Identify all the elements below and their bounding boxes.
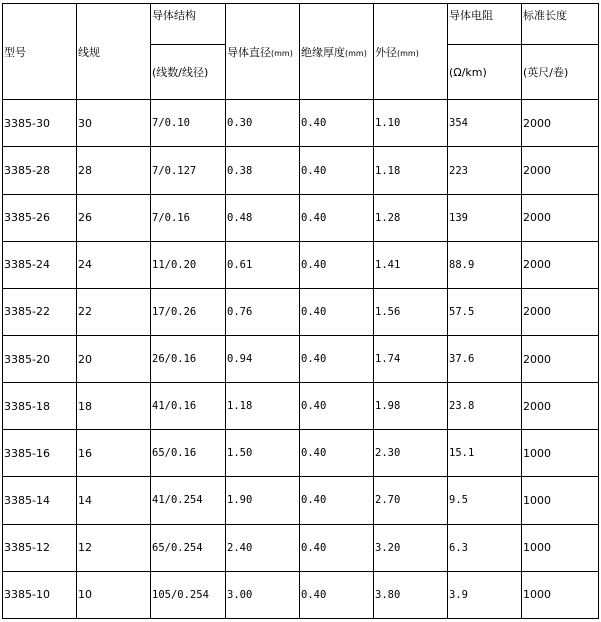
cell-insulation: 0.40	[300, 477, 374, 524]
cell-length: 2000	[522, 194, 599, 241]
header-insulation-unit: (mm)	[345, 48, 367, 58]
cell-model: 3385-10	[3, 571, 77, 618]
cell-resistance: 139	[448, 194, 522, 241]
table-row	[3, 524, 599, 571]
cell-gauge: 12	[77, 524, 151, 571]
cell-structure: 17/0.26	[151, 288, 226, 335]
cell-diameter: 2.40	[226, 524, 300, 571]
cell-outer: 1.98	[374, 383, 448, 430]
cell-outer: 1.41	[374, 241, 448, 288]
cell-length: 1000	[522, 524, 599, 571]
cell-model: 3385-24	[3, 241, 77, 288]
header-length-unit: (英尺/卷)	[522, 45, 599, 100]
table-row	[3, 430, 599, 477]
header-outer	[374, 4, 448, 100]
table-row	[3, 336, 599, 383]
header-outer-unit: (mm)	[397, 48, 419, 58]
cell-resistance: 6.3	[448, 524, 522, 571]
cell-diameter: 0.48	[226, 194, 300, 241]
cell-outer: 1.10	[374, 100, 448, 147]
cell-model: 3385-14	[3, 477, 77, 524]
cell-length: 2000	[522, 241, 599, 288]
cell-diameter: 3.00	[226, 571, 300, 618]
cell-length: 2000	[522, 383, 599, 430]
cell-diameter: 0.76	[226, 288, 300, 335]
cell-outer: 1.28	[374, 194, 448, 241]
cell-length: 2000	[522, 100, 599, 147]
cell-outer: 3.80	[374, 571, 448, 618]
cell-model: 3385-22	[3, 288, 77, 335]
cell-resistance: 9.5	[448, 477, 522, 524]
cell-diameter: 1.50	[226, 430, 300, 477]
cell-gauge: 20	[77, 336, 151, 383]
cell-structure: 65/0.254	[151, 524, 226, 571]
table-row	[3, 147, 599, 194]
header-insulation-label: 绝缘厚度	[301, 45, 345, 59]
cell-length: 1000	[522, 477, 599, 524]
cell-insulation: 0.40	[300, 430, 374, 477]
cell-resistance: 15.1	[448, 430, 522, 477]
cell-outer: 2.70	[374, 477, 448, 524]
header-row	[3, 4, 599, 45]
cell-model: 3385-16	[3, 430, 77, 477]
cell-insulation: 0.40	[300, 336, 374, 383]
header-diameter-unit: (mm)	[271, 48, 293, 58]
table-row	[3, 194, 599, 241]
cell-diameter: 0.30	[226, 100, 300, 147]
cell-resistance: 3.9	[448, 571, 522, 618]
cell-insulation: 0.40	[300, 147, 374, 194]
cell-structure: 7/0.16	[151, 194, 226, 241]
cell-structure: 105/0.254	[151, 571, 226, 618]
cell-length: 2000	[522, 336, 599, 383]
cell-model: 3385-12	[3, 524, 77, 571]
cell-model: 3385-18	[3, 383, 77, 430]
cell-gauge: 28	[77, 147, 151, 194]
cell-gauge: 14	[77, 477, 151, 524]
cell-resistance: 23.8	[448, 383, 522, 430]
cell-length: 2000	[522, 147, 599, 194]
cell-structure: 7/0.127	[151, 147, 226, 194]
cell-model: 3385-26	[3, 194, 77, 241]
cell-outer: 1.74	[374, 336, 448, 383]
cell-diameter: 1.18	[226, 383, 300, 430]
cell-outer: 2.30	[374, 430, 448, 477]
cell-outer: 1.56	[374, 288, 448, 335]
cell-outer: 3.20	[374, 524, 448, 571]
spec-table	[2, 3, 599, 619]
cell-model: 3385-20	[3, 336, 77, 383]
table-row	[3, 241, 599, 288]
cell-gauge: 16	[77, 430, 151, 477]
header-resistance: 导体电阻	[448, 4, 522, 45]
header-outer-label: 外径	[375, 45, 397, 59]
cell-structure: 26/0.16	[151, 336, 226, 383]
table-row	[3, 100, 599, 147]
cell-resistance: 57.5	[448, 288, 522, 335]
cell-structure: 7/0.10	[151, 100, 226, 147]
header-length: 标准长度	[522, 4, 599, 45]
cell-diameter: 0.94	[226, 336, 300, 383]
header-insulation	[300, 4, 374, 100]
cell-model: 3385-30	[3, 100, 77, 147]
cell-structure: 41/0.254	[151, 477, 226, 524]
cell-insulation: 0.40	[300, 241, 374, 288]
header-model: 型号	[3, 4, 77, 100]
cell-gauge: 10	[77, 571, 151, 618]
cell-gauge: 18	[77, 383, 151, 430]
cell-diameter: 1.90	[226, 477, 300, 524]
cell-insulation: 0.40	[300, 383, 374, 430]
header-structure: 导体结构	[151, 4, 226, 45]
cell-insulation: 0.40	[300, 571, 374, 618]
cell-gauge: 30	[77, 100, 151, 147]
header-diameter	[226, 4, 300, 100]
cell-resistance: 223	[448, 147, 522, 194]
table-row	[3, 571, 599, 618]
cell-insulation: 0.40	[300, 100, 374, 147]
cell-diameter: 0.61	[226, 241, 300, 288]
cell-insulation: 0.40	[300, 194, 374, 241]
cell-resistance: 354	[448, 100, 522, 147]
header-structure-unit: (线数/线径)	[151, 45, 226, 100]
cell-length: 1000	[522, 430, 599, 477]
cell-length: 1000	[522, 571, 599, 618]
cell-insulation: 0.40	[300, 524, 374, 571]
cell-length: 2000	[522, 288, 599, 335]
cell-gauge: 24	[77, 241, 151, 288]
cell-resistance: 37.6	[448, 336, 522, 383]
table-row	[3, 477, 599, 524]
cell-structure: 65/0.16	[151, 430, 226, 477]
header-resistance-unit: (Ω/km)	[448, 45, 522, 100]
cell-insulation: 0.40	[300, 288, 374, 335]
table-row	[3, 288, 599, 335]
cell-gauge: 22	[77, 288, 151, 335]
cell-diameter: 0.38	[226, 147, 300, 194]
cell-structure: 11/0.20	[151, 241, 226, 288]
table-row	[3, 383, 599, 430]
cell-gauge: 26	[77, 194, 151, 241]
cell-structure: 41/0.16	[151, 383, 226, 430]
header-gauge: 线规	[77, 4, 151, 100]
cell-model: 3385-28	[3, 147, 77, 194]
cell-resistance: 88.9	[448, 241, 522, 288]
header-diameter-label: 导体直径	[227, 45, 271, 59]
cell-outer: 1.18	[374, 147, 448, 194]
